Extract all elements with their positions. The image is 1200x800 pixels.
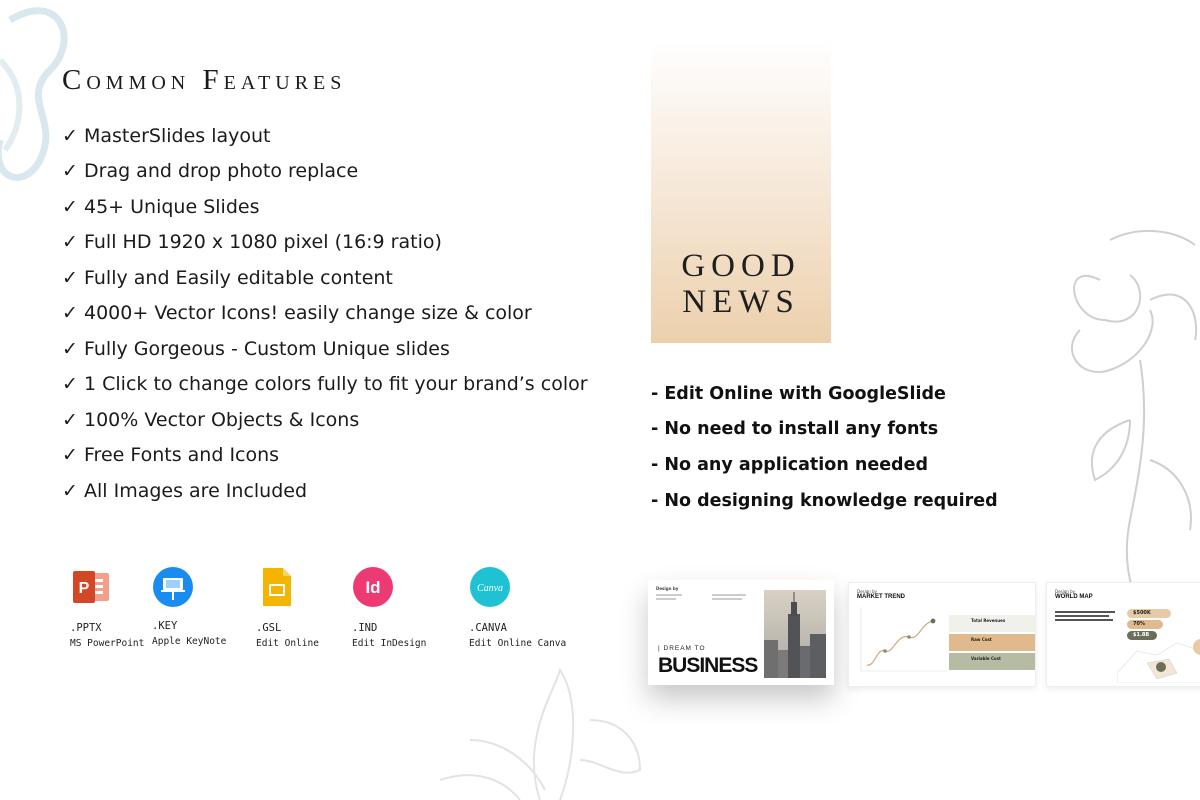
feature-item: ✓ All Images are Included [62,479,308,502]
stat-pill: $500K [1127,609,1171,618]
features-title: Common Features [62,64,347,96]
feature-item: ✓ Drag and drop photo replace [62,160,359,183]
format-canva [469,566,566,649]
features-list [62,118,588,509]
slide-dream-text: | DREAM TO [658,645,706,652]
svg-text:Canva: Canva [476,583,504,594]
feature-item: ✓ Full HD 1920 x 1080 pixel (16:9 ratio) [62,231,442,254]
slide-market-title: MARKET TREND [857,594,905,600]
svg-text:Id: Id [365,578,381,597]
google-slides-icon [256,566,298,608]
checkmark-icon: ✓ [62,444,78,467]
file-formats [0,566,640,666]
format-label: Edit Online [256,638,319,649]
note-item: - No need to install any fonts [651,419,939,440]
note-item: - No designing knowledge required [651,490,998,511]
feature-item: ✓ MasterSlides layout [62,124,271,147]
format-ext: .KEY [152,620,178,632]
format-ext: .PPTX [70,622,102,634]
indesign-icon [352,566,394,608]
trend-row: Total Revenues [949,615,1035,632]
format-key [152,566,226,647]
slide-thumbnail-business: Design by | DREAM TO BUSINESS [648,580,834,685]
good-news-panel [651,40,831,343]
format-ext: .IND [352,622,378,634]
format-label: Apple KeyNote [152,636,227,647]
googleslide-notes [651,376,998,518]
feature-item: ✓ Fully Gorgeous - Custom Unique slides [62,337,450,360]
checkmark-icon: ✓ [62,124,78,147]
svg-text:P: P [78,580,90,597]
slide-business-title: BUSINESS [658,654,758,677]
checkmark-icon: ✓ [62,195,78,218]
feature-item: ✓ 45+ Unique Slides [62,195,260,218]
trend-line-chart [857,607,947,677]
slide-thumbnail-world-map: Design by WORLD MAP $500K 70% $1.8B [1046,582,1200,687]
format-gsl [256,566,319,649]
trend-row: Variable Cost [949,653,1035,670]
checkmark-icon: ✓ [62,302,78,325]
format-label: Edit Online Canva [469,638,567,649]
format-ind [352,566,426,649]
checkmark-icon: ✓ [62,408,78,431]
note-item: - No any application needed [651,454,928,475]
world-map-graphic [1117,633,1200,683]
checkmark-icon: ✓ [62,160,78,183]
stat-pill: $1.8B [1127,631,1157,640]
city-photo [764,590,826,678]
checkmark-icon: ✓ [62,266,78,289]
slide-world-title: WORLD MAP [1055,594,1093,600]
checkmark-icon: ✓ [62,479,78,502]
checkmark-icon: ✓ [62,337,78,360]
format-pptx [70,566,144,649]
stat-pill: 70% [1127,620,1163,629]
keynote-icon [152,566,194,608]
checkmark-icon: ✓ [62,373,78,396]
feature-item: ✓ Free Fonts and Icons [62,444,280,467]
good-news-line1: GOOD [681,248,801,284]
format-ext: .GSL [256,622,282,634]
powerpoint-icon [70,566,112,608]
feature-item: ✓ Fully and Easily editable content [62,266,393,289]
checkmark-icon: ✓ [62,231,78,254]
slide-thumbnail-market-trend: Design by MARKET TREND Total Revenues Raw Cost Variable Cost [848,582,1036,687]
format-label: Edit InDesign [352,638,427,649]
feature-item: ✓ 1 Click to change colors fully to fit your brand’s color [62,373,588,396]
format-ext: .CANVA [469,622,507,634]
feature-item: ✓ 4000+ Vector Icons! easily change size & color [62,302,532,325]
feature-item: ✓ 100% Vector Objects & Icons [62,408,360,431]
good-news-line2: NEWS [682,284,800,320]
trend-row: Raw Cost [949,634,1035,651]
note-item: - Edit Online with GoogleSlide [651,383,946,404]
canva-icon [469,566,511,608]
format-label: MS PowerPoint [70,638,145,649]
